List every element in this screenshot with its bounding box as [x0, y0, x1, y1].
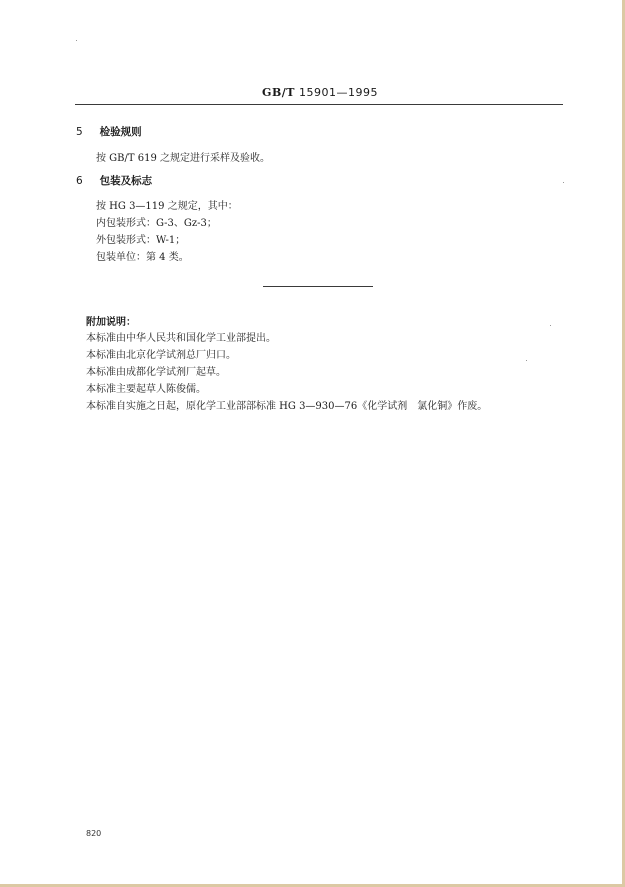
note-line-5: 本标准自实施之日起，原化学工业部部标准 HG 3—930—76《化学试剂 氯化铜》作废。 — [86, 401, 488, 412]
section-separator — [263, 286, 373, 287]
section-6-line-1: 按 HG 3—119 之规定，其中： — [96, 201, 238, 212]
section-title: 包装及标志 — [99, 175, 153, 187]
note-line-3: 本标准由成都化学试剂厂起草。 — [86, 367, 226, 378]
standard-prefix: GB/T — [262, 86, 295, 99]
scan-speck — [550, 325, 551, 326]
standard-header — [0, 86, 625, 99]
section-6-line-2: 内包装形式：G-3、Gz-3； — [96, 218, 217, 229]
additional-notes-heading: 附加说明： — [86, 317, 136, 328]
page-number: 820 — [86, 829, 102, 838]
section-number: 6 — [76, 175, 83, 187]
scan-speck — [76, 40, 77, 41]
note-line-2: 本标准由北京化学试剂总厂归口。 — [86, 350, 236, 361]
section-5-heading — [76, 124, 142, 139]
section-6-line-3: 外包装形式：W-1； — [96, 235, 186, 246]
section-6-heading — [76, 173, 152, 188]
standard-number: 15901—1995 — [298, 86, 378, 99]
note-line-1: 本标准由中华人民共和国化学工业部提出。 — [86, 333, 276, 344]
section-5-line-1: 按 GB/T 619 之规定进行采样及验收。 — [96, 153, 270, 164]
scan-speck — [563, 182, 564, 183]
note-line-4: 本标准主要起草人陈俊儒。 — [86, 384, 206, 395]
section-number: 5 — [76, 126, 83, 138]
section-6-line-4: 包装单位：第 4 类。 — [96, 252, 189, 263]
header-rule — [75, 104, 563, 105]
section-title: 检验规则 — [99, 126, 142, 138]
scan-speck — [526, 360, 527, 361]
